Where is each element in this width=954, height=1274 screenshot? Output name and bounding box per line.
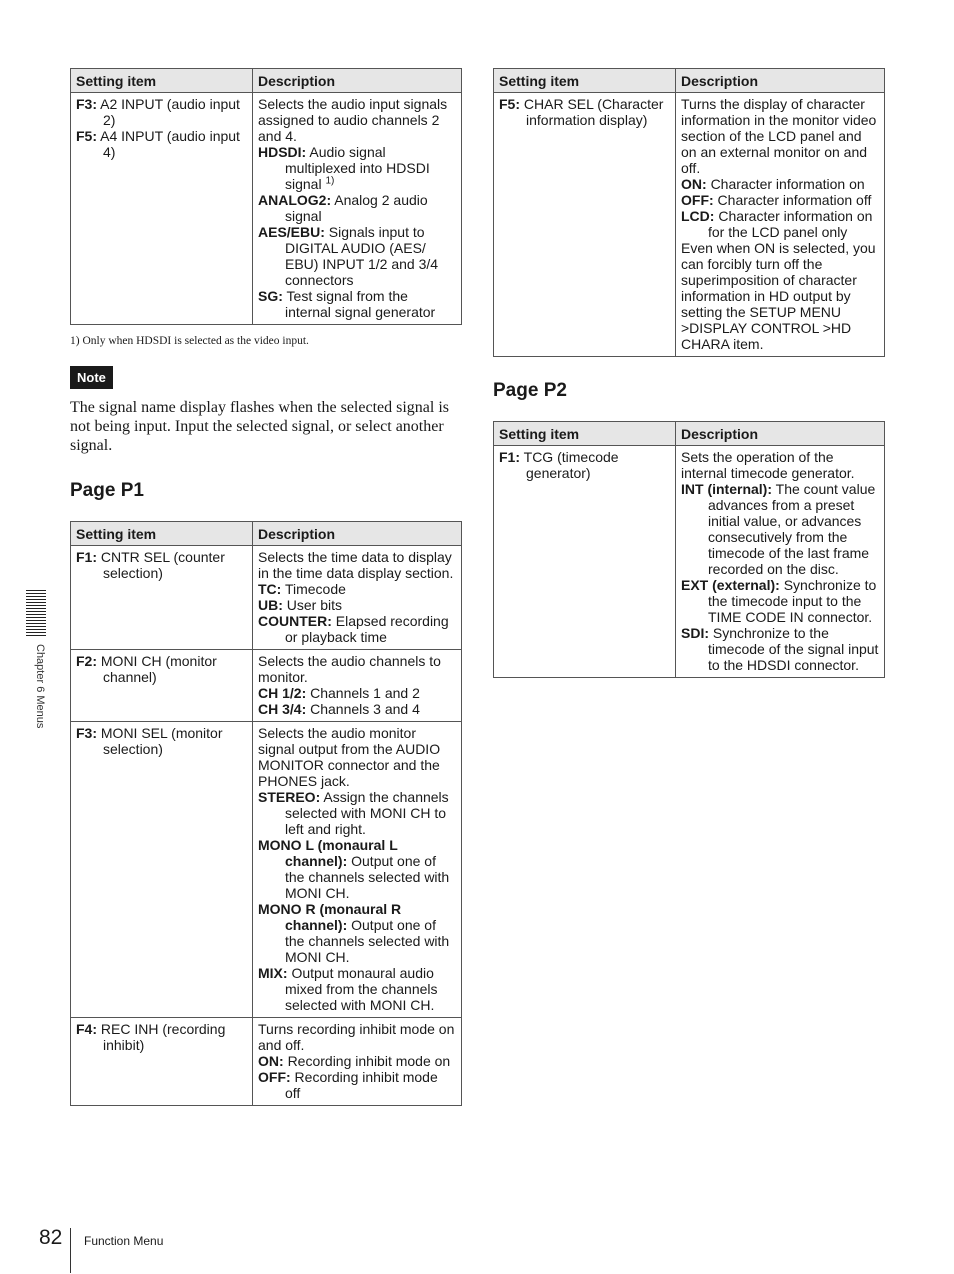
footer-divider	[70, 1228, 71, 1273]
option-text: Signals input to DIGITAL AUDIO (AES/ EBU) INPUT 1/2 and 3/4 connectors	[285, 224, 439, 288]
option-key: COUNTER:	[258, 613, 332, 629]
column-header-description: Description	[676, 69, 885, 93]
page-p2-heading: Page P2	[493, 380, 567, 401]
setting-cell	[71, 546, 253, 650]
description-cell	[253, 650, 462, 722]
option-item	[258, 1053, 456, 1069]
description-cell	[676, 93, 885, 357]
setting-item	[499, 449, 670, 481]
footer-section-label: Function Menu	[84, 1234, 164, 1248]
option-text: Recording inhibit mode on	[287, 1053, 451, 1069]
option-key: STEREO:	[258, 789, 321, 805]
description-cell	[253, 1018, 462, 1106]
option-item	[681, 577, 879, 625]
option-text: Character information on for the LCD panel only	[708, 208, 873, 240]
setting-name: CHAR SEL (Character information display)	[523, 96, 664, 128]
option-key: UB:	[258, 597, 283, 613]
table-row	[494, 446, 885, 678]
table-row	[494, 93, 885, 357]
option-text: Channels 3 and 4	[310, 701, 420, 717]
setting-name: CNTR SEL (counter selection)	[100, 549, 225, 581]
column-header-description: Description	[676, 422, 885, 446]
setting-name: MONI CH (monitor channel)	[100, 653, 217, 685]
column-header-description: Description	[253, 522, 462, 546]
setting-item	[76, 96, 247, 128]
description-intro: Turns the display of character information in the monitor video section of the LCD panel and on an external monitor on and off.	[681, 96, 877, 176]
option-key: AES/EBU:	[258, 224, 325, 240]
option-key: MIX:	[258, 965, 288, 981]
description-intro: Selects the audio input signals assigned to audio channels 2 and 4.	[258, 96, 448, 144]
setting-name: MONI SEL (monitor selection)	[100, 725, 223, 757]
settings-table-page-p1	[70, 521, 462, 1106]
option-item	[258, 192, 456, 224]
option-key: EXT (external):	[681, 577, 780, 593]
setting-item	[76, 128, 247, 160]
description-intro: Selects the audio monitor signal output from the AUDIO MONITOR connector and the PHONES jack.	[258, 725, 441, 789]
option-item	[258, 901, 456, 965]
setting-cell	[71, 93, 253, 325]
option-item	[258, 581, 456, 597]
setting-key: F2:	[76, 653, 97, 669]
option-item	[258, 965, 456, 1013]
option-text: Analog 2 audio signal	[285, 192, 428, 224]
setting-name: TCG (timecode generator)	[523, 449, 619, 481]
option-key: OFF:	[258, 1069, 291, 1085]
option-item	[258, 701, 456, 717]
option-key: ON:	[258, 1053, 284, 1069]
table-header-row	[71, 69, 462, 93]
chapter-tab-bars	[26, 590, 46, 636]
option-text: Output one of the channels selected with MONI CH.	[285, 853, 450, 901]
table-header-row	[494, 422, 885, 446]
option-item	[258, 685, 456, 701]
setting-cell	[494, 93, 676, 357]
option-text: Timecode	[284, 581, 346, 597]
description-cell	[253, 546, 462, 650]
setting-key: F1:	[76, 549, 97, 565]
option-key: CH 3/4:	[258, 701, 307, 717]
table-row	[71, 93, 462, 325]
description-intro: Selects the audio channels to monitor.	[258, 653, 441, 685]
setting-key: F1:	[499, 449, 520, 465]
option-item	[681, 176, 879, 192]
column-header-setting: Setting item	[494, 69, 676, 93]
option-key: MONO R (monaural R channel):	[258, 901, 402, 933]
setting-key: F5:	[499, 96, 520, 112]
setting-item	[76, 653, 247, 685]
option-text: Character information on	[710, 176, 865, 192]
option-text: Test signal from the internal signal generator	[285, 288, 436, 320]
setting-name: A4 INPUT (audio input 4)	[100, 128, 240, 160]
table-header-row	[494, 69, 885, 93]
option-key: ON:	[681, 176, 707, 192]
option-item	[681, 192, 879, 208]
option-key: INT (internal):	[681, 481, 772, 497]
option-item	[258, 789, 456, 837]
table-row	[71, 722, 462, 1018]
setting-item	[499, 96, 670, 128]
option-key: TC:	[258, 581, 282, 597]
option-item	[681, 481, 879, 577]
option-item	[258, 224, 456, 288]
setting-cell	[71, 722, 253, 1018]
option-key: CH 1/2:	[258, 685, 307, 701]
table-row	[71, 546, 462, 650]
option-key: HDSDI:	[258, 144, 307, 160]
setting-item	[76, 549, 247, 581]
setting-name: A2 INPUT (audio input 2)	[100, 96, 240, 128]
option-text: User bits	[286, 597, 343, 613]
option-text: Output one of the channels selected with MONI CH.	[285, 917, 450, 965]
settings-table-char-sel	[493, 68, 885, 357]
option-item	[258, 144, 456, 192]
option-text: Assign the channels selected with MONI CH to left and right.	[285, 789, 449, 837]
left-column	[70, 68, 462, 1106]
option-text: Synchronize to the timecode input to the TIME CODE IN connector.	[708, 577, 877, 625]
option-item	[681, 208, 879, 240]
setting-name: REC INH (recording inhibit)	[100, 1021, 226, 1053]
option-key: OFF:	[681, 192, 714, 208]
chapter-label: Chapter 6 Menus	[34, 644, 46, 729]
option-text: Channels 1 and 2	[310, 685, 420, 701]
footnote-reference: 1)	[325, 175, 335, 187]
description-cell	[253, 722, 462, 1018]
column-header-setting: Setting item	[71, 522, 253, 546]
setting-key: F5:	[76, 128, 97, 144]
option-key: ANALOG2:	[258, 192, 332, 208]
option-key: SDI:	[681, 625, 709, 641]
option-text: Elapsed recording or playback time	[285, 613, 449, 645]
option-text: Synchronize to the timecode of the signal input to the HDSDI connector.	[708, 625, 879, 673]
table-row	[71, 650, 462, 722]
option-text: Recording inhibit mode off	[285, 1069, 438, 1101]
option-item	[258, 288, 456, 320]
page-p1-heading: Page P1	[70, 480, 144, 501]
setting-cell	[71, 650, 253, 722]
option-key: MONO L (monaural L channel):	[258, 837, 398, 869]
option-text: The count value advances from a preset initial value, or advances consecutively from the timecode of the last frame recorded on the disc.	[708, 481, 876, 577]
option-item	[258, 597, 456, 613]
column-header-setting: Setting item	[494, 422, 676, 446]
option-item	[681, 625, 879, 673]
page-number: 82	[39, 1226, 63, 1249]
setting-key: F3:	[76, 725, 97, 741]
table-row	[71, 1018, 462, 1106]
setting-key: F4:	[76, 1021, 97, 1037]
table-header-row	[71, 522, 462, 546]
description-note: Even when ON is selected, you can forcibly turn off the superimposition of character information in HD output by setting the SETUP MENU >DISPLAY CONTROL >HD CHARA item.	[681, 240, 876, 352]
note-badge: Note	[70, 366, 113, 389]
settings-table-inputs	[70, 68, 462, 325]
option-text: Audio signal multiplexed into HDSDI signal	[285, 144, 430, 192]
setting-cell	[494, 446, 676, 678]
setting-item	[76, 725, 247, 757]
setting-cell	[71, 1018, 253, 1106]
option-item	[258, 837, 456, 901]
option-item	[258, 613, 456, 645]
option-text: Character information off	[717, 192, 872, 208]
option-key: LCD:	[681, 208, 715, 224]
settings-table-page-p2	[493, 421, 885, 678]
setting-item	[76, 1021, 247, 1053]
description-intro: Selects the time data to display in the time data display section.	[258, 549, 454, 581]
description-intro: Turns recording inhibit mode on and off.	[258, 1021, 455, 1053]
right-column	[493, 68, 885, 678]
column-header-setting: Setting item	[71, 69, 253, 93]
option-key: SG:	[258, 288, 283, 304]
setting-key: F3:	[76, 96, 97, 112]
chapter-tab-marker	[26, 590, 46, 636]
description-cell	[253, 93, 462, 325]
description-intro: Sets the operation of the internal timecode generator.	[681, 449, 855, 481]
column-header-description: Description	[253, 69, 462, 93]
option-item	[258, 1069, 456, 1101]
option-text: Output monaural audio mixed from the channels selected with MONI CH.	[285, 965, 438, 1013]
footnote: 1) Only when HDSDI is selected as the video input.	[70, 335, 309, 347]
description-cell	[676, 446, 885, 678]
note-text: The signal name display flashes when the selected signal is not being input. Input the selected signal, or select another signal.	[70, 399, 450, 454]
